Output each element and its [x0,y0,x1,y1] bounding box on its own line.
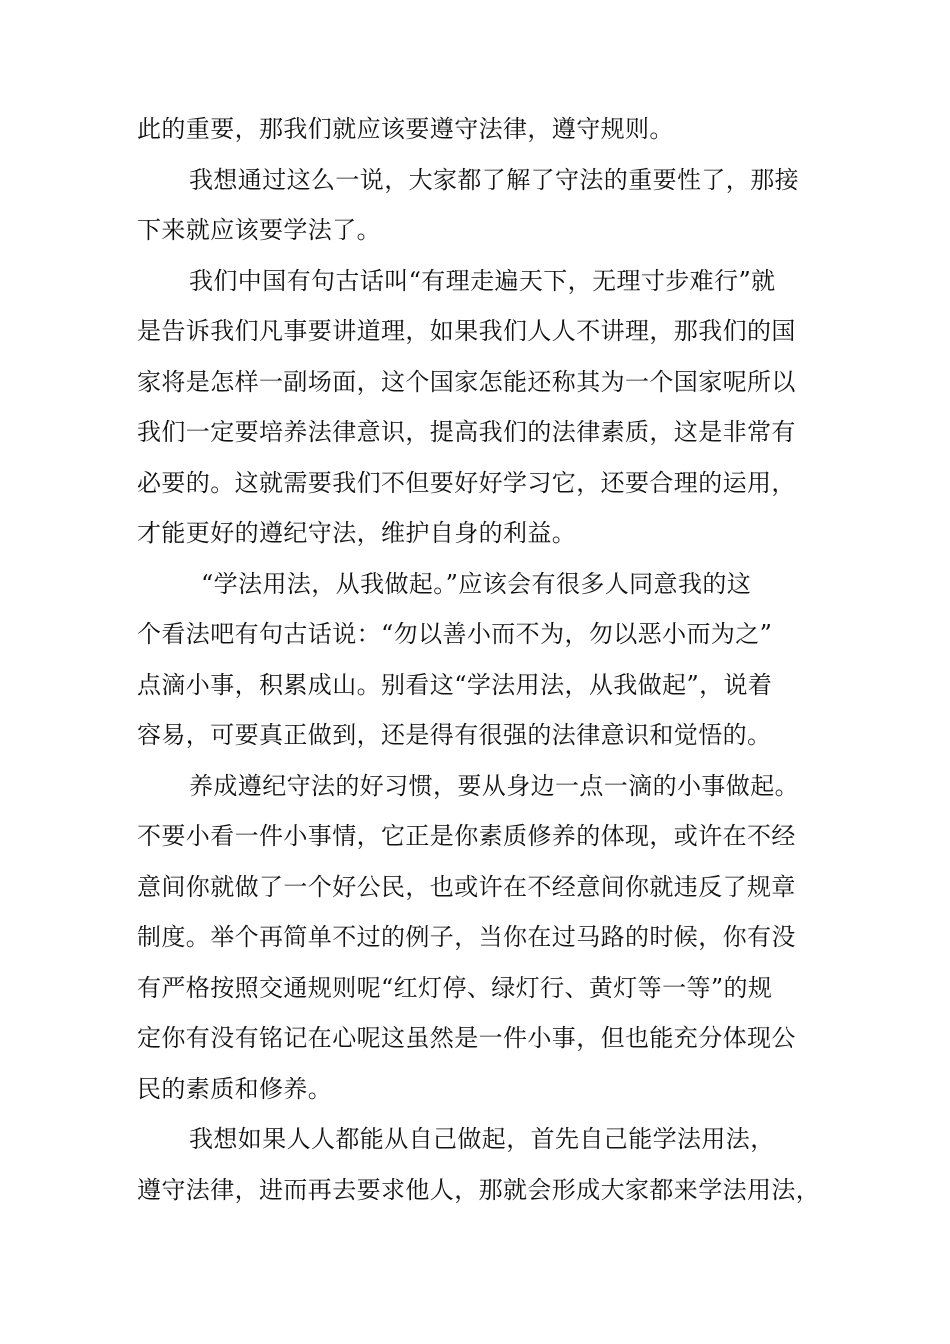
text-line: 有严格按照交通规则呢“红灯停、绿灯行、黄灯等一等”的规 [137,973,773,1002]
text-line: 民的素质和修养。 [137,1074,333,1103]
text-line: 容易，可要真正做到，还是得有很强的法律意识和觉悟的。 [137,721,772,749]
text-line: 此的重要，那我们就应该要遵守法律，遵守规则。 [137,115,674,143]
text-line: 我们一定要培养法律意识，提高我们的法律素质，这是非常有 [137,418,796,446]
paragraph-first-line: 我想通过这么一说，大家都了解了守法的重要性了，那接 [189,165,799,194]
paragraph-first-line: 我想如果人人都能从自己做起，首先自己能学法用法， [189,1125,775,1153]
text-line: 是告诉我们凡事要讲道理，如果我们人人不讲理，那我们的国 [137,317,796,345]
text-line: 才能更好的遵纪守法，维护自身的利益。 [137,519,577,547]
text-line: 定你有没有铭记在心呢这虽然是一件小事，但也能充分体现公 [137,1024,796,1052]
text-line: 个看法吧有句古话说：“勿以善小而不为，勿以恶小而为之” [137,620,773,648]
paragraph-first-line: “学法用法，从我做起。”应该会有很多人同意我的这 [201,569,752,598]
text-line: 家将是怎样一副场面，这个国家怎能还称其为一个国家呢所以 [137,367,796,396]
text-line: 下来就应该要学法了。 [137,216,381,244]
text-line: 遵守法律，进而再去要求他人，那就会形成大家都来学法用法， [137,1175,821,1204]
body-text [137,104,837,1215]
text-line: 必要的。这就需要我们不但要好好学习它，还要合理的运用， [137,468,796,497]
text-line: 不要小看一件小事情，它正是你素质修养的体现，或许在不经 [137,822,796,850]
text-line: 点滴小事，积累成山。别看这“学法用法，从我做起”，说着 [137,670,773,699]
paragraph-first-line: 养成遵纪守法的好习惯，要从身边一点一滴的小事做起。 [189,771,799,800]
paragraph-first-line: 我们中国有句古话叫“有理走遍天下，无理寸步难行”就 [189,266,776,295]
text-line: 意间你就做了一个好公民，也或许在不经意间你就违反了规章 [137,872,796,901]
text-line: 制度。举个再简单不过的例子，当你在过马路的时候，你有没 [137,923,796,951]
